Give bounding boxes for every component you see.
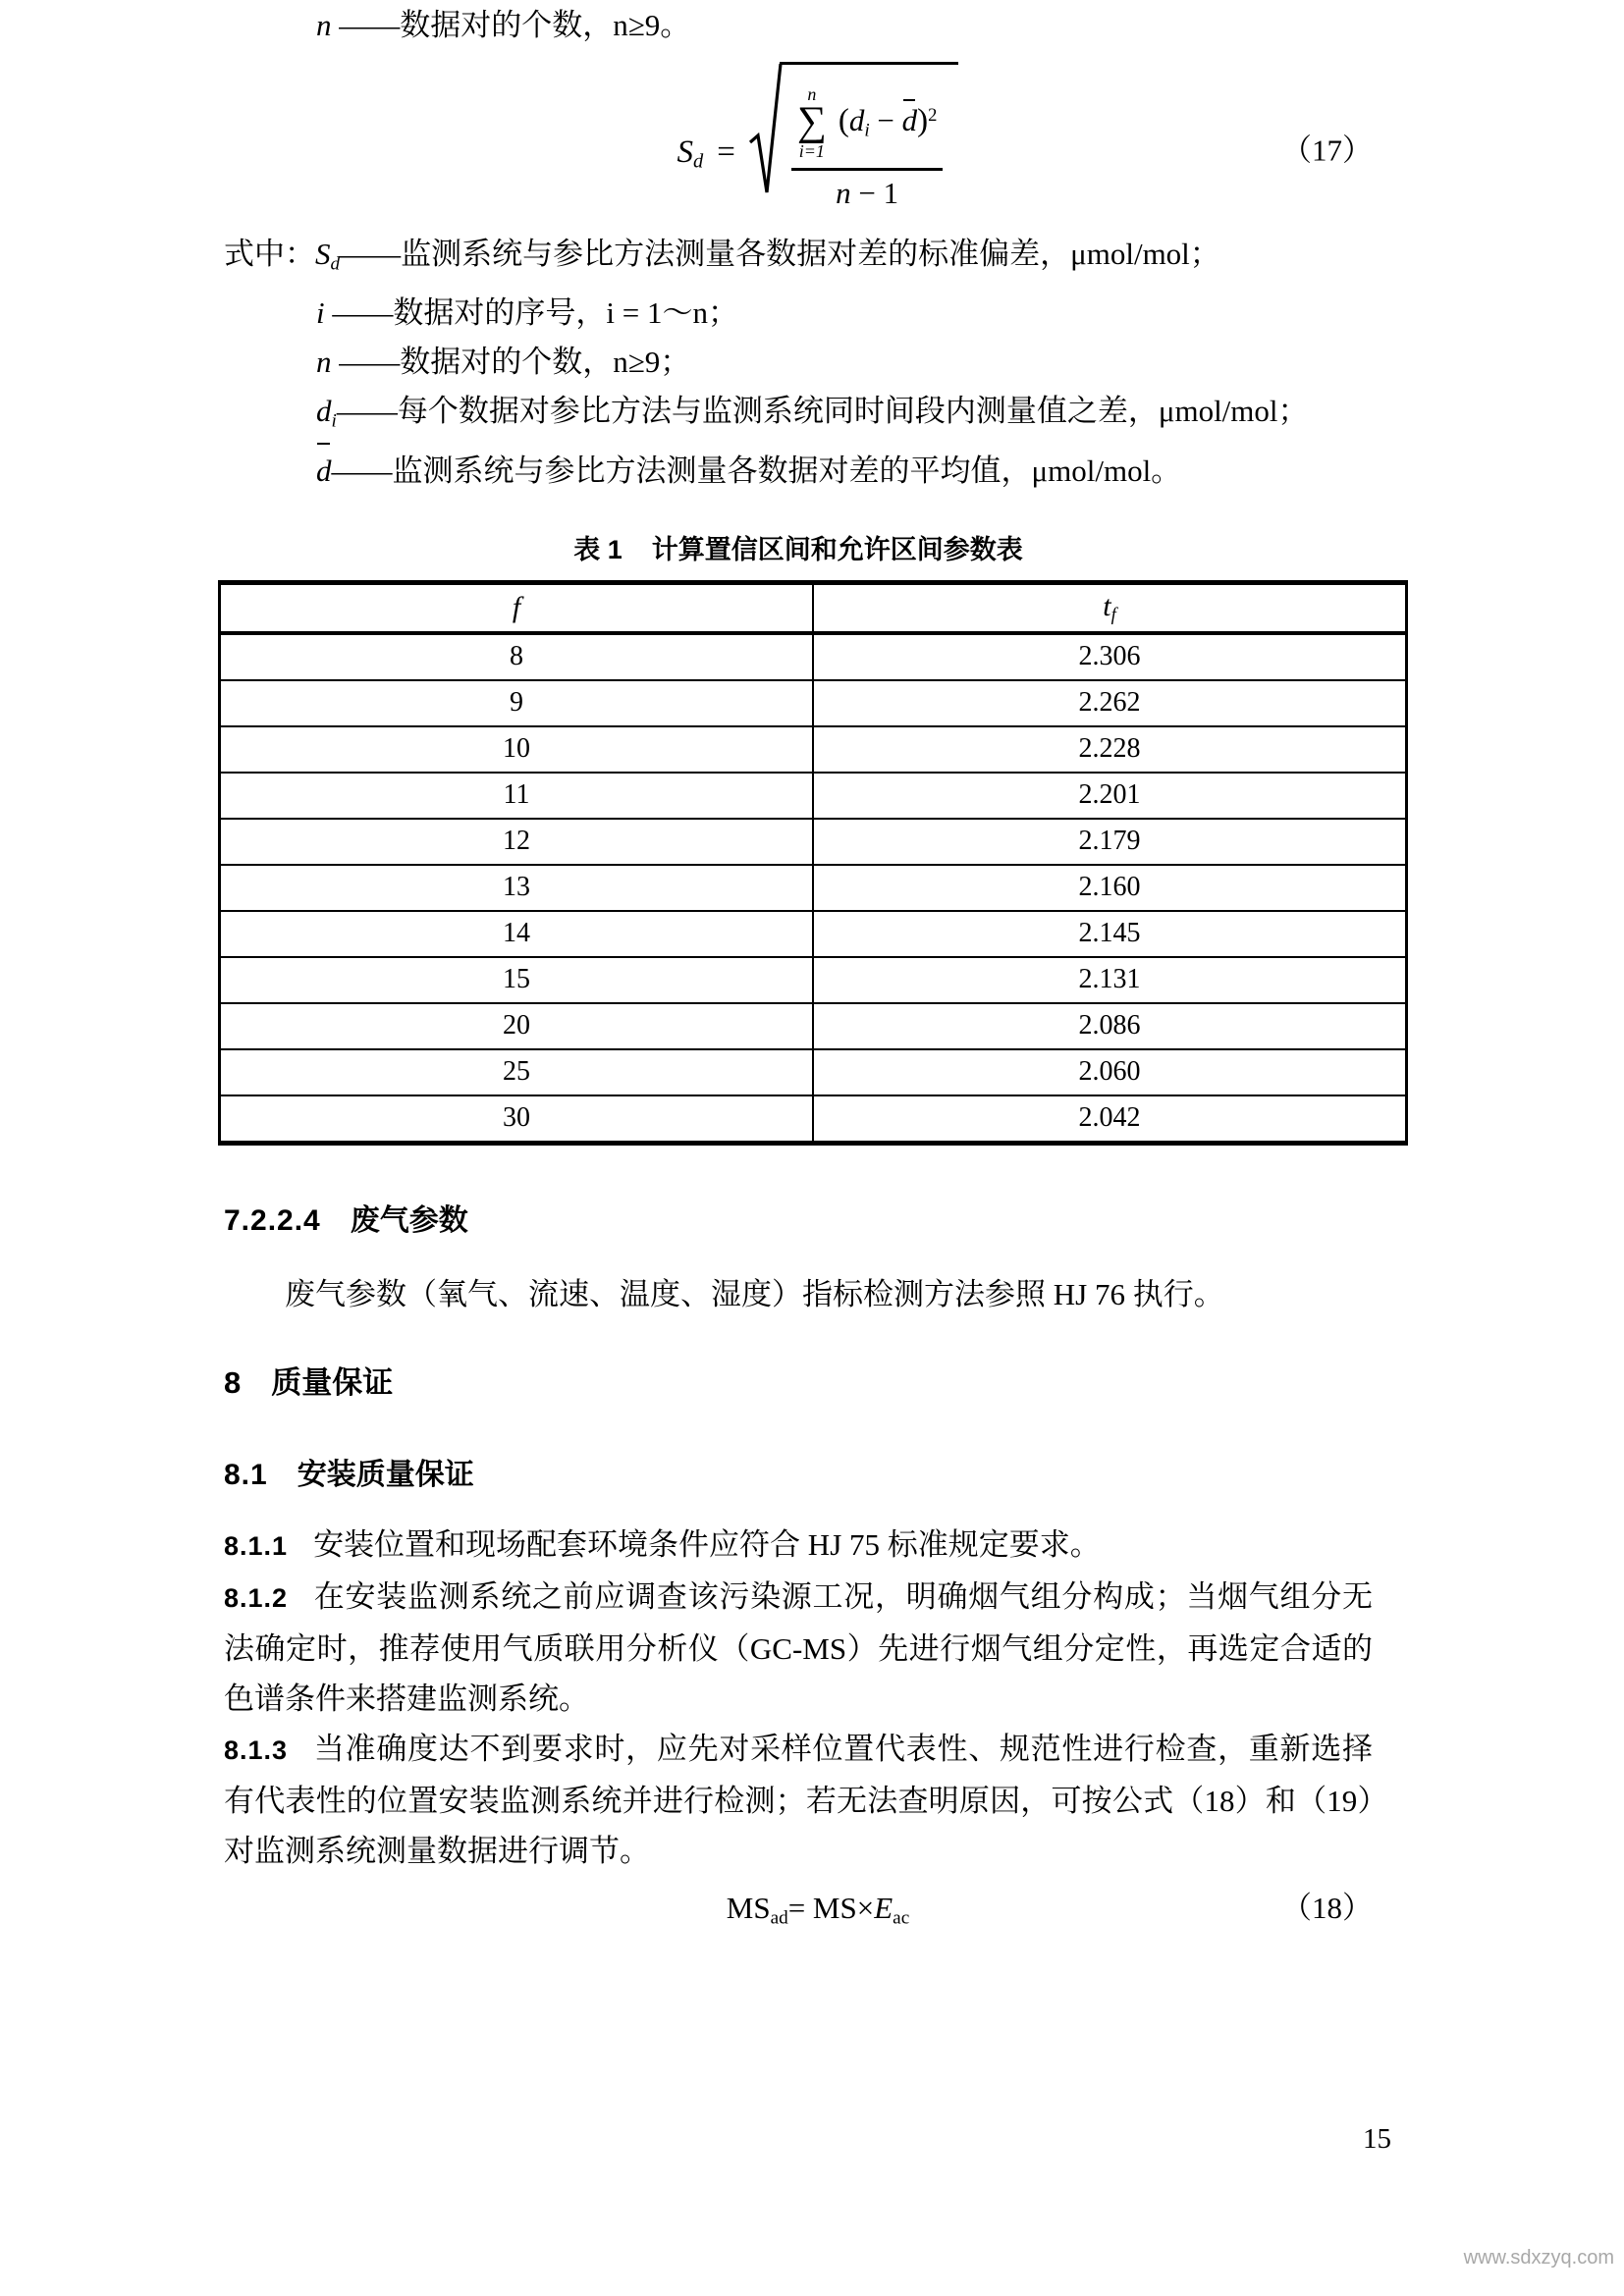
open-paren: ( <box>838 103 849 139</box>
heading-title: 安装质量保证 <box>297 1458 474 1491</box>
equation-number-18: （18） <box>1281 1890 1373 1925</box>
heading-number: 8 <box>224 1364 243 1400</box>
table1-caption: 计算置信区间和允许区间参数表 <box>651 534 1023 564</box>
table-cell-tf: 2.306 <box>813 633 1407 680</box>
page-content <box>224 0 1373 1931</box>
table-cell-tf: 2.060 <box>813 1049 1407 1095</box>
definition-line <box>224 387 1373 446</box>
exponent-2: 2 <box>928 105 938 127</box>
heading-7-2-2-4 <box>224 1201 1373 1241</box>
var-d-bar: d <box>901 103 918 138</box>
clause-number: 8.1.3 <box>224 1735 289 1765</box>
equals-MS-times: = MS× <box>787 1890 875 1925</box>
heading-title: 质量保证 <box>271 1364 394 1400</box>
symbol-i: i <box>316 295 325 331</box>
formula-17-lhs <box>677 134 749 174</box>
minus-one: − 1 <box>850 175 899 210</box>
table-cell-f: 25 <box>220 1049 814 1095</box>
heading-title: 废气参数 <box>350 1203 468 1237</box>
var-MS: MS <box>726 1890 771 1925</box>
symbol-dbar: d <box>316 447 332 496</box>
formula-17-body <box>638 62 959 211</box>
clause-number: 8.1.2 <box>224 1582 289 1613</box>
heading-number: 8.1 <box>224 1458 268 1491</box>
table-cell-f: 10 <box>220 726 814 773</box>
definition-text: ——监测系统与参比方法测量各数据对差的平均值，μmol/mol。 <box>331 453 1182 488</box>
var-E-subscript: ac <box>893 1907 910 1929</box>
var-d-i: d <box>848 103 865 138</box>
table-cell-tf: 2.201 <box>813 773 1407 819</box>
close-paren: ) <box>917 103 929 139</box>
clause-8-1-1 <box>224 1520 1373 1572</box>
var-MS-subscript: ad <box>770 1907 788 1929</box>
definition-text: ——监测系统与参比方法测量各数据对差的标准偏差，μmol/mol； <box>340 237 1220 271</box>
definition-line <box>224 447 1373 496</box>
table-cell-f: 8 <box>220 633 814 680</box>
header-f-symbol: f <box>512 591 521 624</box>
fraction <box>791 85 944 211</box>
table-row <box>220 911 1407 957</box>
clause-text: 安装位置和现场配套环境条件应符合 HJ 75 标准规定要求。 <box>313 1526 1101 1562</box>
fraction-denominator <box>791 168 944 211</box>
table-row <box>220 633 1407 680</box>
table-cell-f: 14 <box>220 911 814 957</box>
table1-body <box>220 633 1407 1144</box>
clause-text: 在安装监测系统之前应调查该污染源工况，明确烟气组分构成；当烟气组分无法确定时，推荐使用气质联用分析仪（GC-MS）先进行烟气组分定性，再选定合适的色谱条件来搭建监测系统。 <box>224 1578 1373 1716</box>
sum-upper-limit: n <box>807 84 817 104</box>
definitions-list <box>224 230 1373 496</box>
sum-lower-limit: i=1 <box>798 140 825 161</box>
table1 <box>218 580 1408 1146</box>
formula-18-body <box>687 1890 910 1929</box>
table-row <box>220 773 1407 819</box>
sum-symbol: ∑ <box>796 99 827 144</box>
paragraph-waste-gas: 废气参数（氧气、流速、温度、湿度）指标检测方法参照 HJ 76 执行。 <box>285 1276 1224 1311</box>
table-row <box>220 680 1407 726</box>
table1-title <box>224 530 1373 569</box>
table-row <box>220 865 1407 911</box>
minus-sign: − <box>869 103 902 138</box>
symbol-n: n <box>316 8 332 42</box>
table-cell-f: 9 <box>220 680 814 726</box>
table1-header-f <box>220 582 814 633</box>
where-prefix: 式中： <box>224 237 315 271</box>
table-cell-f: 12 <box>220 819 814 865</box>
formula-18 <box>224 1886 1373 1931</box>
var-S-subscript: d <box>693 150 704 173</box>
var-d-i-subscript: i <box>864 120 870 141</box>
heading-8-1 <box>224 1456 1373 1495</box>
var-E: E <box>874 1890 893 1925</box>
table-cell-f: 11 <box>220 773 814 819</box>
table-cell-tf: 2.042 <box>813 1095 1407 1144</box>
symbol-Sd: S <box>315 237 331 271</box>
heading-8 <box>224 1363 1373 1403</box>
table-row <box>220 1095 1407 1144</box>
table-cell-tf: 2.145 <box>813 911 1407 957</box>
clause-paragraphs <box>224 1520 1373 1876</box>
definition-line <box>224 289 1373 338</box>
summation <box>797 85 827 160</box>
page-number: 15 <box>1363 2123 1391 2155</box>
equals-sign: = <box>717 134 735 170</box>
symbol-di-subscript: i <box>331 410 337 432</box>
table-row <box>220 1003 1407 1049</box>
header-t-symbol: t <box>1103 589 1111 622</box>
definition-line <box>224 230 1373 289</box>
clause-8-1-2 <box>224 1572 1373 1724</box>
table1-header-row <box>220 582 1407 633</box>
definition-text: ——数据对的序号，i = 1～n； <box>324 295 738 331</box>
definition-text: ——数据对的个数，n≥9。 <box>331 8 691 42</box>
definition-text: ——每个数据对参比方法与监测系统同时间段内测量值之差，μmol/mol； <box>336 394 1309 429</box>
formula-17 <box>224 62 1373 209</box>
table-row <box>220 726 1407 773</box>
table1-label: 表 1 <box>573 534 623 564</box>
heading-number: 7.2.2.4 <box>224 1203 321 1237</box>
symbol-di: d <box>316 394 332 429</box>
table-row <box>220 819 1407 865</box>
table1-header-tf <box>813 582 1407 633</box>
table-cell-tf: 2.131 <box>813 957 1407 1003</box>
watermark: www.sdxzyq.com <box>1463 2247 1614 2269</box>
clause-text: 当准确度达不到要求时，应先对采样位置代表性、规范性进行检查，重新选择有代表性的位置安装监测系统并进行检测；若无法查明原因，可按公式（18）和（19）对监测系统测量数据进行调节。 <box>224 1731 1373 1868</box>
squared-difference-expression <box>839 103 938 141</box>
definition-text: ——数据对的个数，n≥9； <box>331 345 691 380</box>
table-cell-f: 30 <box>220 1095 814 1144</box>
clause-number: 8.1.1 <box>224 1530 289 1561</box>
symbol-n: n <box>316 345 332 380</box>
square-root <box>749 62 959 211</box>
table-cell-f: 13 <box>220 865 814 911</box>
radicand <box>780 62 959 211</box>
header-t-subscript: f <box>1110 604 1116 625</box>
table-cell-tf: 2.160 <box>813 865 1407 911</box>
radical-icon <box>749 62 783 197</box>
definition-line <box>224 338 1373 387</box>
table-row <box>220 1049 1407 1095</box>
var-n: n <box>836 175 851 210</box>
table-cell-tf: 2.228 <box>813 726 1407 773</box>
definition-line-n-top <box>224 0 1373 50</box>
table-cell-tf: 2.262 <box>813 680 1407 726</box>
var-S: S <box>677 134 694 170</box>
equation-number-17: （17） <box>1281 133 1373 168</box>
table-row <box>220 957 1407 1003</box>
fraction-numerator <box>791 85 944 168</box>
table-cell-f: 15 <box>220 957 814 1003</box>
table-cell-tf: 2.086 <box>813 1003 1407 1049</box>
table-cell-f: 20 <box>220 1003 814 1049</box>
symbol-Sd-subscript: d <box>330 253 341 275</box>
clause-8-1-3 <box>224 1724 1373 1876</box>
table-cell-tf: 2.179 <box>813 819 1407 865</box>
